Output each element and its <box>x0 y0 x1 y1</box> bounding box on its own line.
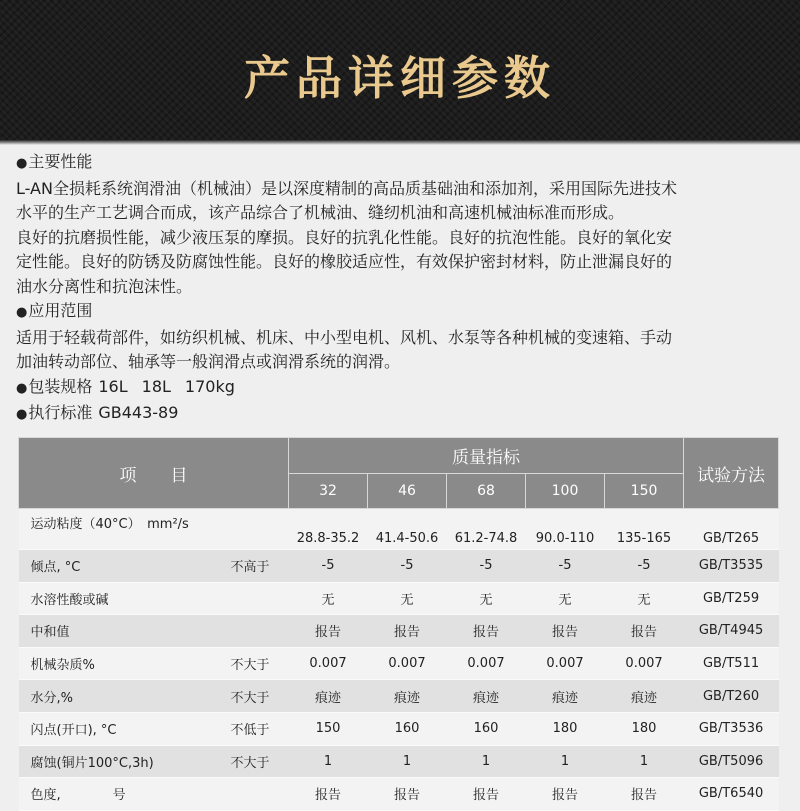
row-method: GB/T260 <box>684 680 779 713</box>
banner-divider <box>0 140 800 145</box>
header-item: 项 目 <box>19 438 289 509</box>
row-condition <box>231 582 289 615</box>
row-item: 中和值 <box>19 615 231 648</box>
table-row <box>19 778 779 811</box>
performance-text-line: 良好的抗磨损性能，减少液压泵的摩损。良好的抗乳化性能。良好的抗泡性能。良好的氧化安 <box>16 227 673 247</box>
row-value: 1 <box>289 745 368 778</box>
row-value: 无 <box>368 582 447 615</box>
performance-text-line: 定性能。良好的防锈及防腐蚀性能。良好的橡胶适应性，有效保护密封材料，防止泄漏良好的 <box>16 252 673 271</box>
performance-heading: ● 主要性能 <box>16 150 786 177</box>
row-value: 痕迹 <box>368 680 447 713</box>
row-value: 180 <box>605 712 684 745</box>
row-value: 无 <box>447 582 526 615</box>
standard-spec <box>16 401 786 428</box>
spec-table <box>18 437 779 811</box>
row-condition: 不高于 <box>231 550 289 583</box>
row-condition: 不大于 <box>231 680 289 713</box>
row-value: 痕迹 <box>289 680 368 713</box>
row-value: 报告 <box>289 615 368 648</box>
row-value: 0.007 <box>368 647 447 680</box>
row-condition: 不低于 <box>231 712 289 745</box>
row-value: 报告 <box>447 778 526 811</box>
row-value: 160 <box>368 712 447 745</box>
row-value: 1 <box>368 745 447 778</box>
row-condition <box>231 778 289 811</box>
row-item: 腐蚀(铜片100°C,3h) <box>19 745 231 778</box>
application-text-line: 加油转动部位、轴承等一般润滑点或润滑系统的润滑。 <box>16 352 401 371</box>
table-row <box>19 712 779 745</box>
row-value: -5 <box>605 550 684 583</box>
row-item: 运动粘度（40°C） mm²/s <box>19 509 289 550</box>
row-method: GB/T3536 <box>684 712 779 745</box>
row-value: 28.8-35.2 <box>289 509 368 550</box>
row-method: GB/T259 <box>684 582 779 615</box>
row-value: 1 <box>526 745 605 778</box>
packaging-value: 170kg <box>184 376 235 396</box>
row-value: 0.007 <box>526 647 605 680</box>
row-item: 机械杂质% <box>19 647 231 680</box>
row-value: 180 <box>526 712 605 745</box>
application-heading: ● 应用范围 <box>16 299 786 326</box>
row-value: 无 <box>526 582 605 615</box>
row-method: GB/T5096 <box>684 745 779 778</box>
row-value: 报告 <box>447 615 526 648</box>
grade-header: 68 <box>447 474 526 509</box>
table-row <box>19 745 779 778</box>
header-quality: 质量指标 <box>289 438 684 474</box>
row-method: GB/T265 <box>684 509 779 550</box>
row-value: 无 <box>289 582 368 615</box>
performance-text-line: L-AN全损耗系统润滑油（机械油）是以深度精制的高品质基础油和添加剂，采用国际先进技术 <box>16 178 677 198</box>
row-condition: 不大于 <box>231 647 289 680</box>
table-row <box>19 647 779 680</box>
table-row <box>19 509 779 550</box>
row-value: 痕迹 <box>447 680 526 713</box>
row-value: 报告 <box>368 778 447 811</box>
table-row <box>19 582 779 615</box>
row-value: 0.007 <box>605 647 684 680</box>
row-value: -5 <box>447 550 526 583</box>
row-item: 水分,% <box>19 680 231 713</box>
row-value: 报告 <box>605 615 684 648</box>
row-value: 90.0-110 <box>526 509 605 550</box>
page-title: 产品详细参数 <box>244 51 556 105</box>
row-item: 倾点, °C <box>19 550 231 583</box>
row-condition <box>231 615 289 648</box>
row-method: GB/T6540 <box>684 778 779 811</box>
product-description <box>16 150 786 428</box>
table-row <box>19 615 779 648</box>
performance-text-line: 水平的生产工艺调合而成，该产品综合了机械油、缝纫机油和高速机械油标准而形成。 <box>16 203 625 222</box>
row-value: 150 <box>289 712 368 745</box>
row-value: 0.007 <box>447 647 526 680</box>
row-value: 报告 <box>526 778 605 811</box>
row-value: 痕迹 <box>526 680 605 713</box>
row-value: -5 <box>289 550 368 583</box>
row-value: 135-165 <box>605 509 684 550</box>
grade-header: 150 <box>605 474 684 509</box>
title-banner <box>0 0 800 145</box>
row-value: -5 <box>526 550 605 583</box>
row-item: 色度, 号 <box>19 778 231 811</box>
standard-value: GB443-89 <box>98 403 179 422</box>
packaging-value: 16L <box>98 376 128 396</box>
row-condition: 不大于 <box>231 745 289 778</box>
packaging-value: 18L <box>141 376 171 396</box>
row-method: GB/T3535 <box>684 550 779 583</box>
row-item: 闪点(开口), °C <box>19 712 231 745</box>
row-value: 41.4-50.6 <box>368 509 447 550</box>
row-value: 0.007 <box>289 647 368 680</box>
row-value: 160 <box>447 712 526 745</box>
row-value: 报告 <box>605 778 684 811</box>
row-value: -5 <box>368 550 447 583</box>
header-method: 试验方法 <box>684 438 779 509</box>
row-value: 1 <box>605 745 684 778</box>
grade-header: 32 <box>289 474 368 509</box>
application-text-line: 适用于轻载荷部件，如纺织机械、机床、中小型电机、风机、水泵等各种机械的变速箱、手动 <box>16 327 673 347</box>
row-method: GB/T511 <box>684 647 779 680</box>
row-value: 61.2-74.8 <box>447 509 526 550</box>
row-value: 报告 <box>526 615 605 648</box>
row-value: 1 <box>447 745 526 778</box>
row-method: GB/T4945 <box>684 615 779 648</box>
packaging-label: 包装规格 <box>28 376 93 396</box>
table-row <box>19 550 779 583</box>
table-row <box>19 680 779 713</box>
row-value: 无 <box>605 582 684 615</box>
standard-label: 执行标准 <box>28 403 93 422</box>
grade-header: 100 <box>526 474 605 509</box>
grade-header: 46 <box>368 474 447 509</box>
packaging-spec <box>16 375 786 402</box>
row-value: 痕迹 <box>605 680 684 713</box>
row-item: 水溶性酸或碱 <box>19 582 231 615</box>
row-value: 报告 <box>368 615 447 648</box>
row-value: 报告 <box>289 778 368 811</box>
performance-text-line: 油水分离性和抗泡沫性。 <box>16 276 193 296</box>
